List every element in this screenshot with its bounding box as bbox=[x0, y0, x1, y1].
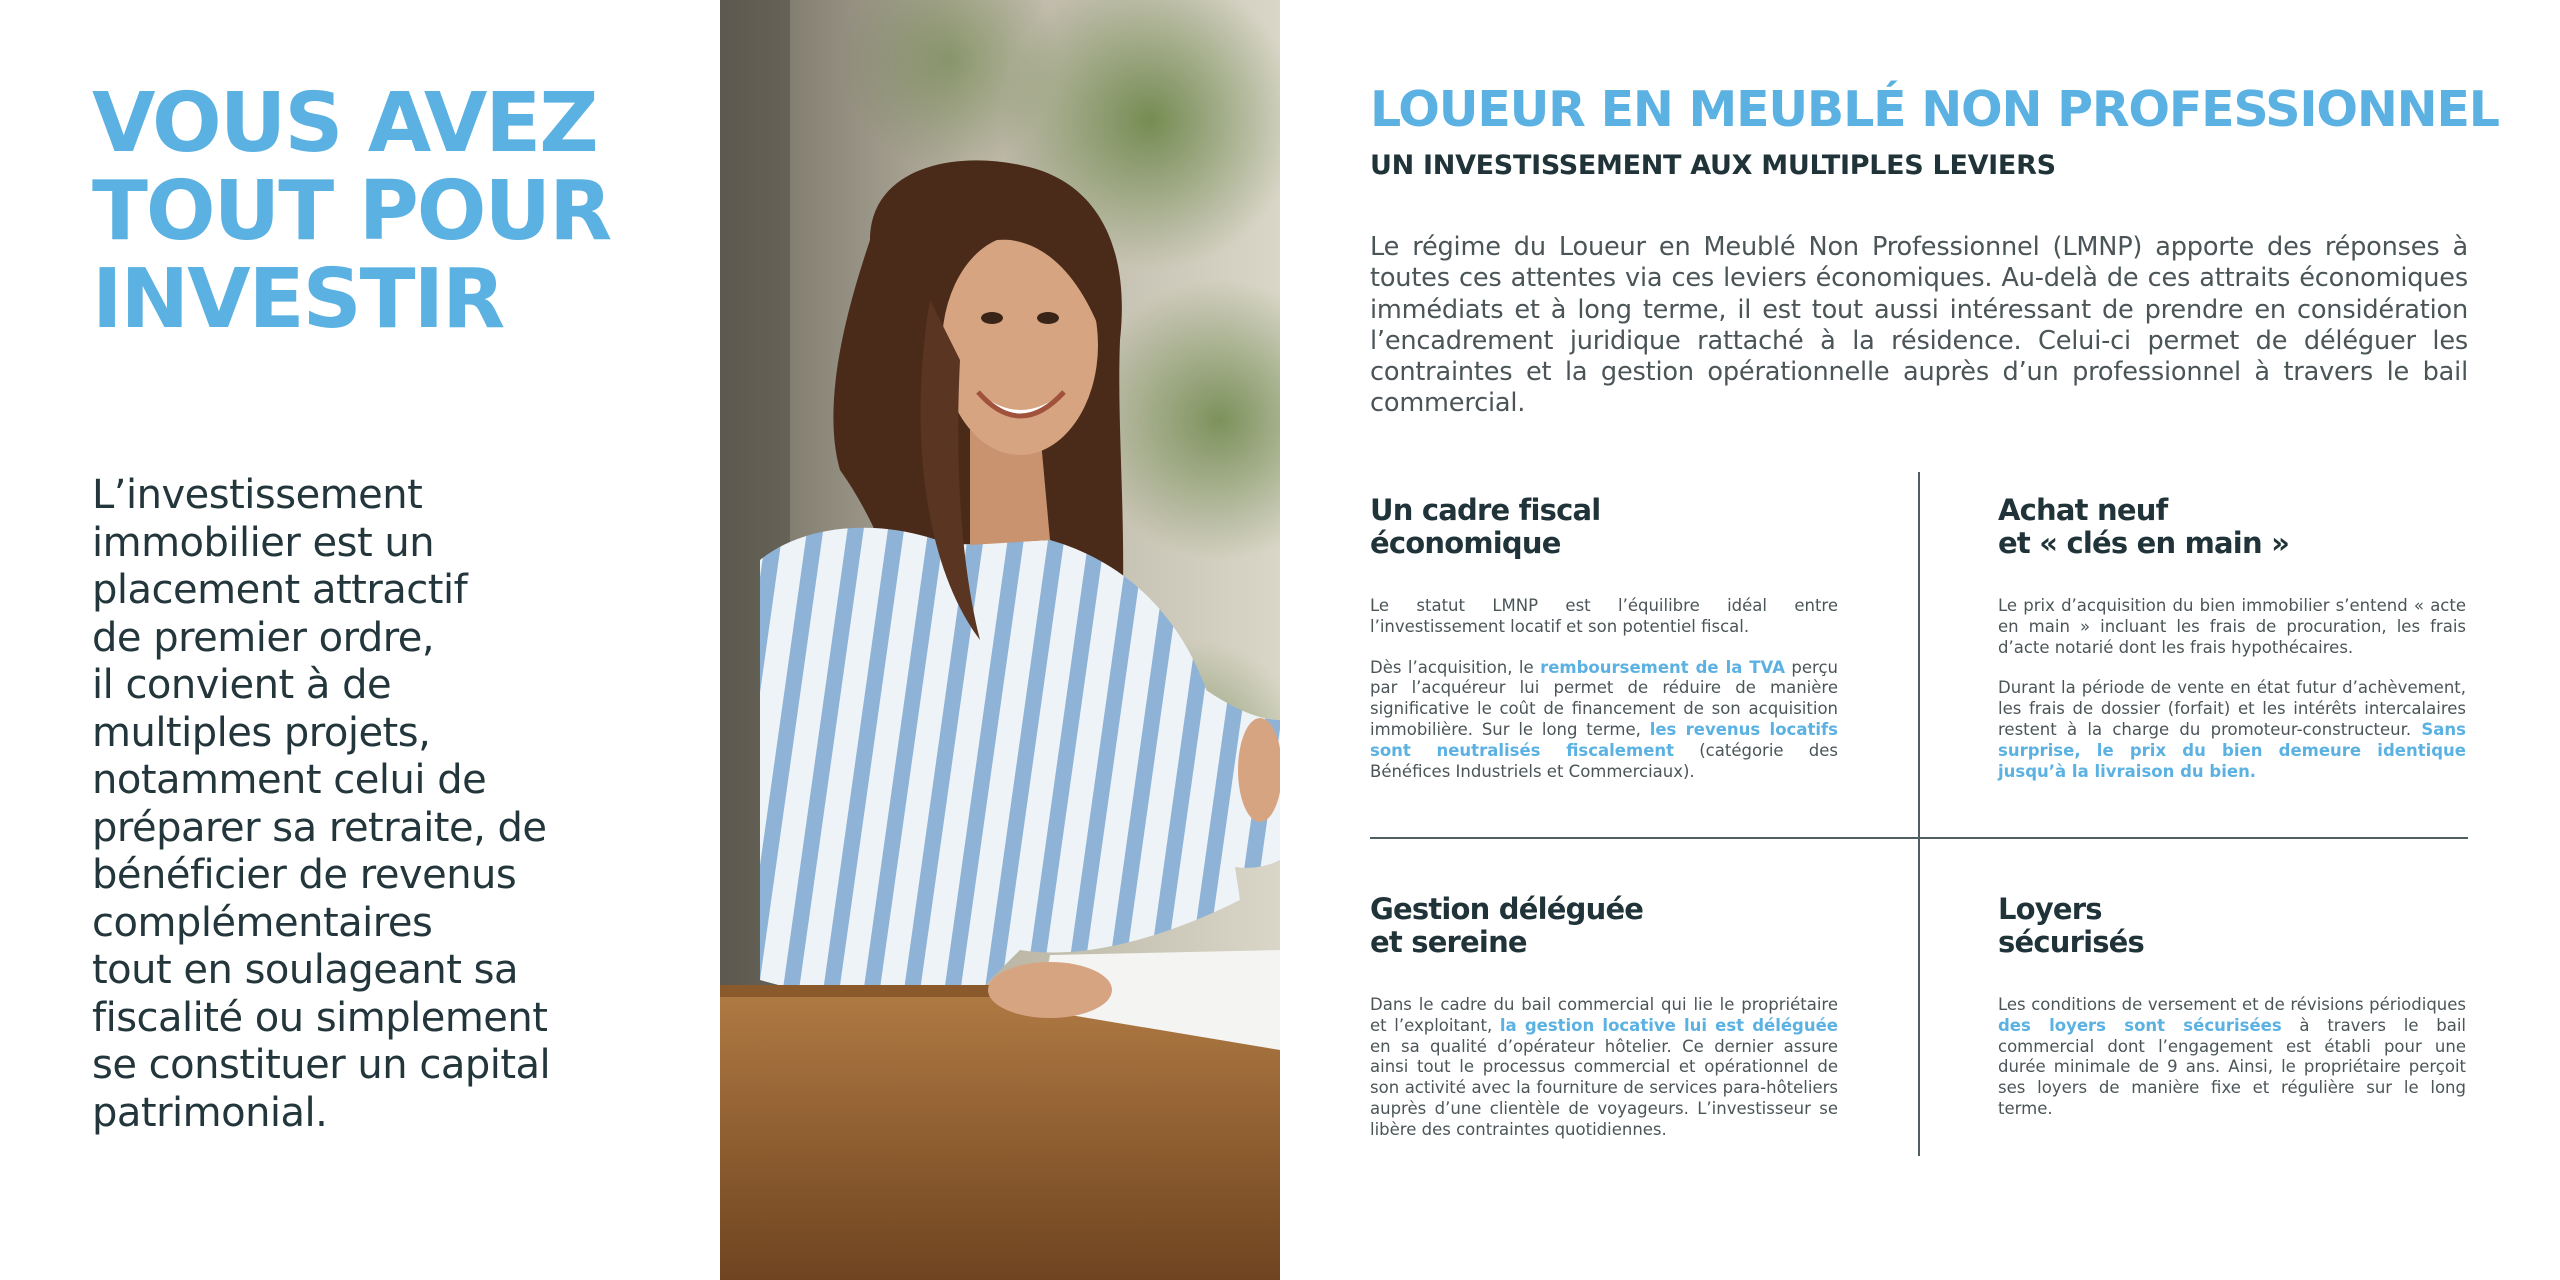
vertical-divider bbox=[1918, 472, 1920, 1156]
intro-line: de premier ordre, bbox=[92, 614, 435, 661]
block-achat bbox=[1998, 494, 2466, 782]
highlight-text: la gestion locative lui est déléguée bbox=[1499, 1015, 1838, 1035]
right-column bbox=[1370, 0, 2499, 1280]
block-body bbox=[1998, 995, 2466, 1120]
lead-paragraph: Le régime du Loueur en Meublé Non Professionnel (LMNP) apporte des réponses à toutes ces attentes via ces leviers économiques. Au-delà de ces attraits économiques immédiats et à long terme, il est tout aussi intéressant de prendre en considération l’encadrement juridique rattaché à la résidence. Celui-ci permet de déléguer les contraintes et la gestion opérationnelle auprès d’un professionnel à travers le bail commercial. bbox=[1370, 232, 2468, 419]
headline-line: VOUS AVEZ bbox=[92, 76, 597, 171]
left-column bbox=[92, 0, 652, 1280]
highlight-text: des loyers sont sécurisées bbox=[1998, 1015, 2282, 1035]
block-title-line: Gestion déléguée bbox=[1370, 892, 1644, 926]
intro-line: préparer sa retraite, de bbox=[92, 804, 547, 851]
block-gestion bbox=[1370, 893, 1838, 1141]
block-title-line: Achat neuf bbox=[1998, 493, 2168, 527]
block-title-line: Loyers bbox=[1998, 892, 2102, 926]
page-subtitle: UN INVESTISSEMENT AUX MULTIPLES LEVIERS bbox=[1370, 150, 2056, 181]
block-title-line: Un cadre fiscal bbox=[1370, 493, 1601, 527]
text-run: Dans le cadre du bail commercial qui lie le propriétaire et l’exploitant, bbox=[1370, 995, 1838, 1035]
block-title-line: économique bbox=[1370, 526, 1561, 560]
block-title bbox=[1370, 893, 1838, 959]
intro-line: patrimonial. bbox=[92, 1089, 328, 1136]
block-body bbox=[1370, 596, 1838, 782]
block-paragraph bbox=[1370, 995, 1838, 1141]
text-run: (catégorie des Bénéfices Industriels et Commerciaux). bbox=[1370, 740, 1838, 781]
text-run: perçu par l’acquéreur lui permet de réduire de manière significative le coût de financement de son acquisition immobilière. Sur le long terme, bbox=[1370, 657, 1839, 739]
intro-line: immobilier est un bbox=[92, 519, 435, 566]
block-paragraph bbox=[1998, 995, 2466, 1120]
highlight-text: Sans surprise, le prix du bien demeure identique jusqu’à la livraison du bien. bbox=[1998, 719, 2466, 781]
block-paragraph bbox=[1998, 678, 2466, 782]
horizontal-divider bbox=[1370, 837, 2468, 839]
intro-line: L’investissement bbox=[92, 472, 423, 518]
page-title: LOUEUR EN MEUBLÉ NON PROFESSIONNEL bbox=[1370, 81, 2499, 138]
intro-line: fiscalité ou simplement bbox=[92, 994, 548, 1041]
block-paragraph: Le statut LMNP est l’équilibre idéal entre l’investissement locatif et son potentiel fiscal. bbox=[1370, 596, 1838, 636]
text-run: en sa qualité d’opérateur hôtelier. Ce dernier assure ainsi tout le processus commercial et opérationnel de son activité avec la fourniture de services para-hôteliers auprès d’une clientèle de voyageurs. L’investisseur se libère des contraintes quotidiennes. bbox=[1370, 1036, 1838, 1139]
block-title-line: et sereine bbox=[1370, 925, 1527, 959]
text-run: Durant la période de vente en état futur d’achèvement, les frais de dossier (forfait) et les intérêts intercalaires restent à la charge du promoteur-constructeur. bbox=[1998, 678, 2466, 739]
intro-line: placement attractif bbox=[92, 567, 468, 613]
block-title-line: et « clés en main » bbox=[1998, 526, 2290, 560]
block-paragraph bbox=[1370, 658, 1838, 783]
intro-line: se constituer un capital bbox=[92, 1042, 551, 1088]
text-run: Dès l’acquisition, le bbox=[1370, 657, 1541, 677]
block-title bbox=[1998, 494, 2466, 560]
text-run: Les conditions de versement et de révisions périodiques bbox=[1998, 995, 2466, 1014]
headline-line: TOUT POUR bbox=[92, 164, 611, 259]
text-run: à travers le bail commercial dont l’engagement est établi pour une durée minimale de 9 ans. Ainsi, le propriétaire perçoit ses loyers de manière fixe et régulière sur le long terme. bbox=[1998, 1015, 2466, 1118]
block-paragraph: Le prix d’acquisition du bien immobilier s’entend « acte en main » incluant les frais de procuration, les frais d’acte notarié dont les frais hypothécaires. bbox=[1998, 596, 2466, 657]
block-fiscal bbox=[1370, 494, 1838, 782]
block-loyers bbox=[1998, 893, 2466, 1120]
headline bbox=[92, 76, 611, 347]
highlight-text: remboursement de la TVA bbox=[1540, 657, 1785, 677]
block-title-line: sécurisés bbox=[1998, 925, 2144, 959]
intro-line: notamment celui de bbox=[92, 757, 487, 803]
intro-line: complémentaires bbox=[92, 899, 433, 946]
block-body bbox=[1998, 596, 2466, 782]
block-body bbox=[1370, 995, 1838, 1141]
highlight-text: les revenus locatifs sont neutralisés fiscalement bbox=[1370, 719, 1838, 760]
intro-line: bénéficier de revenus bbox=[92, 852, 517, 898]
intro-text bbox=[92, 472, 550, 1137]
intro-line: multiples projets, bbox=[92, 709, 431, 756]
block-title bbox=[1998, 893, 2466, 959]
smiling-woman-photo bbox=[720, 0, 1280, 1280]
headline-line: INVESTIR bbox=[92, 252, 504, 347]
block-title bbox=[1370, 494, 1838, 560]
intro-line: tout en soulageant sa bbox=[92, 947, 518, 993]
intro-line: il convient à de bbox=[92, 662, 392, 708]
